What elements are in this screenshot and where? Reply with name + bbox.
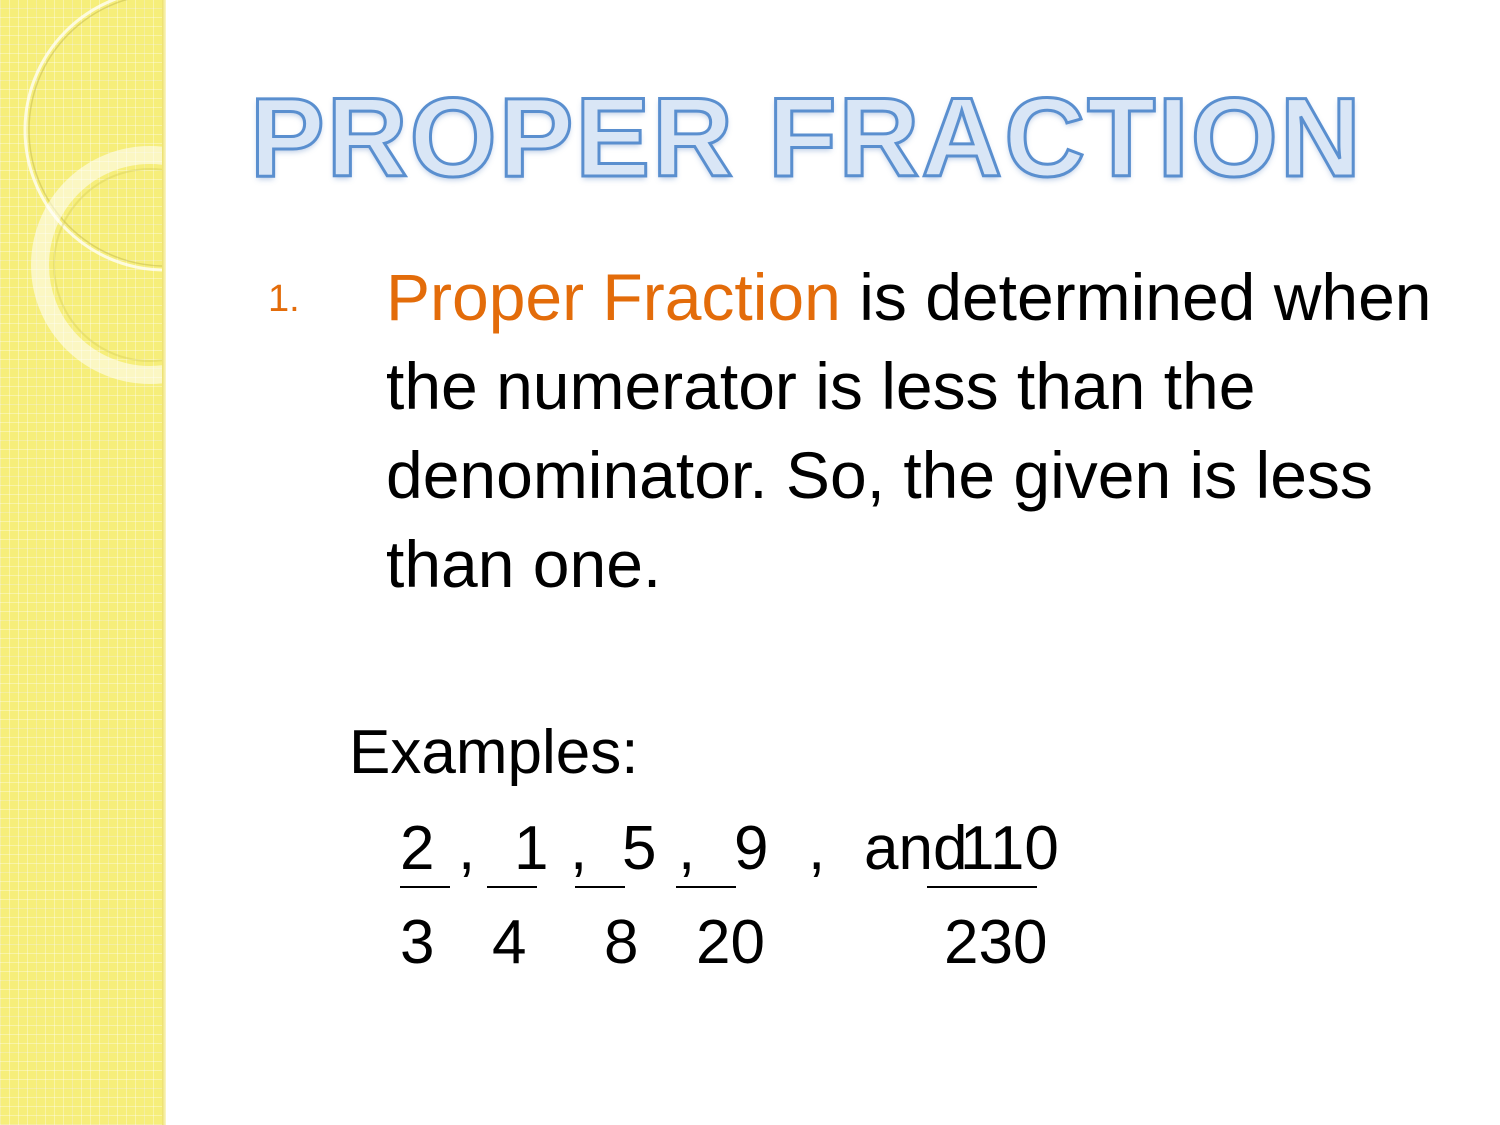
fraction-numerator: 1 <box>514 814 549 883</box>
fraction-numerator: 5 <box>622 814 657 883</box>
fraction-numerator: 110 <box>960 814 1059 883</box>
fraction-denominator: 230 <box>944 908 1048 977</box>
fraction-denominator: 8 <box>604 908 639 977</box>
slide-title: PROPER FRACTION <box>250 75 1363 200</box>
fraction-bar <box>676 886 736 888</box>
fraction-bar <box>400 886 450 888</box>
fraction-numerator: 2 <box>400 814 435 883</box>
definition-rest: is determined when the numerator is less than the denominator. So, the given is less than one. <box>386 260 1432 601</box>
fraction-denominator: 3 <box>400 908 435 977</box>
fraction-separator: , <box>808 814 826 883</box>
examples-label: Examples: <box>349 718 639 787</box>
list-item-number: 1. <box>268 278 300 320</box>
fraction-bar <box>927 886 1037 888</box>
fraction-denominator: 20 <box>696 908 765 977</box>
fraction-bar <box>487 886 537 888</box>
fraction-denominator: 4 <box>492 908 527 977</box>
highlighted-term: Proper Fraction <box>386 260 841 334</box>
conjunction-word: and <box>864 814 968 883</box>
fraction-numerator: 9 <box>734 814 769 883</box>
fraction-separator: , <box>678 814 696 883</box>
fraction-separator: , <box>458 814 476 883</box>
fraction-bar <box>575 886 625 888</box>
fraction-separator: , <box>570 814 588 883</box>
